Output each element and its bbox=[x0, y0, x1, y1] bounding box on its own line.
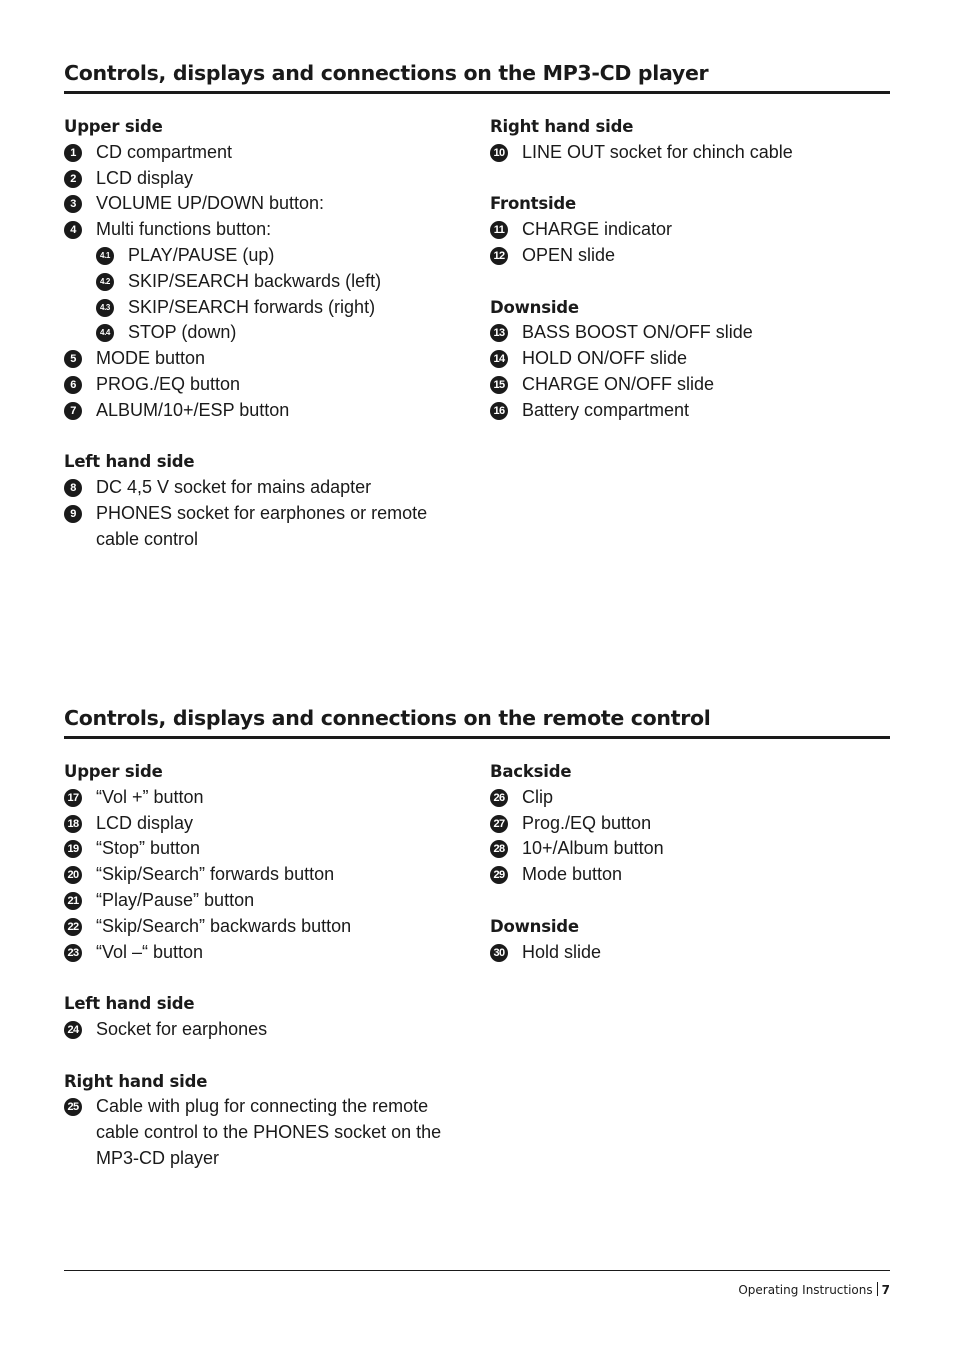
list-item bbox=[490, 398, 890, 424]
number-badge: 25 bbox=[64, 1098, 82, 1116]
item-text: Hold slide bbox=[522, 941, 602, 962]
item-text: CHARGE indicator bbox=[522, 219, 673, 240]
number-badge: 10 bbox=[490, 144, 508, 162]
section-title: Controls, displays and connections on the MP3-CD player bbox=[64, 60, 890, 94]
list-item bbox=[490, 217, 890, 243]
item-text: Clip bbox=[522, 786, 554, 807]
item-text: ALBUM/10+/ESP button bbox=[96, 399, 290, 420]
group-heading: Downside bbox=[490, 297, 579, 317]
item-text: HOLD ON/OFF slide bbox=[522, 348, 688, 369]
list-item bbox=[490, 140, 890, 166]
item-text: 10+/Album button bbox=[522, 838, 664, 859]
number-badge: 28 bbox=[490, 840, 508, 858]
item-text: Multi functions button: bbox=[96, 219, 272, 240]
number-badge: 13 bbox=[490, 324, 508, 342]
group-heading: Right hand side bbox=[64, 1071, 208, 1091]
right-column bbox=[490, 759, 890, 991]
list-item bbox=[64, 243, 464, 269]
list-item bbox=[490, 320, 890, 346]
number-badge: 7 bbox=[64, 402, 82, 420]
list-item bbox=[490, 862, 890, 888]
item-group bbox=[64, 449, 464, 552]
number-badge: 3 bbox=[64, 195, 82, 213]
left-column bbox=[64, 759, 464, 1198]
item-text: “Vol +” button bbox=[96, 786, 204, 807]
number-badge: 9 bbox=[64, 505, 82, 523]
number-badge: 4.2 bbox=[96, 273, 114, 291]
item-text: STOP (down) bbox=[128, 322, 237, 343]
item-text: Socket for earphones bbox=[96, 1018, 268, 1039]
number-badge: 5 bbox=[64, 350, 82, 368]
item-text: DC 4,5 V socket for mains adapter bbox=[96, 477, 372, 498]
item-text: “Stop” button bbox=[96, 838, 201, 859]
number-badge: 4.3 bbox=[96, 299, 114, 317]
group-heading: Frontside bbox=[490, 194, 577, 214]
number-badge: 4.1 bbox=[96, 247, 114, 265]
page-number: 7 bbox=[881, 1283, 890, 1297]
number-badge: 19 bbox=[64, 840, 82, 858]
item-group bbox=[490, 295, 890, 424]
list-item bbox=[64, 346, 464, 372]
number-badge: 14 bbox=[490, 350, 508, 368]
number-badge: 6 bbox=[64, 376, 82, 394]
number-badge: 30 bbox=[490, 944, 508, 962]
section-title: Controls, displays and connections on the remote control bbox=[64, 705, 890, 739]
list-item bbox=[64, 1017, 464, 1043]
number-badge: 26 bbox=[490, 789, 508, 807]
list-item bbox=[64, 940, 464, 966]
footer-label: Operating Instructions bbox=[738, 1283, 873, 1297]
item-text: LCD display bbox=[96, 167, 194, 188]
item-text: “Skip/Search” backwards button bbox=[96, 915, 352, 936]
item-group bbox=[64, 114, 464, 424]
number-badge: 27 bbox=[490, 815, 508, 833]
number-badge: 24 bbox=[64, 1021, 82, 1039]
item-group bbox=[490, 191, 890, 268]
footer-separator bbox=[877, 1282, 878, 1296]
number-badge: 1 bbox=[64, 144, 82, 162]
item-group bbox=[64, 991, 464, 1043]
list-item bbox=[64, 475, 464, 501]
item-group bbox=[490, 759, 890, 888]
item-group bbox=[490, 914, 890, 966]
item-text: PHONES socket for earphones or remote cable control bbox=[96, 502, 428, 549]
list-item bbox=[64, 888, 464, 914]
list-item bbox=[64, 914, 464, 940]
footer-divider bbox=[64, 1270, 890, 1271]
item-text: PLAY/PAUSE (up) bbox=[128, 244, 275, 265]
list-item bbox=[64, 1094, 464, 1171]
item-text: OPEN slide bbox=[522, 244, 616, 265]
number-badge: 12 bbox=[490, 247, 508, 265]
item-text: BASS BOOST ON/OFF slide bbox=[522, 322, 753, 343]
list-item bbox=[64, 811, 464, 837]
list-item bbox=[64, 785, 464, 811]
number-badge: 22 bbox=[64, 918, 82, 936]
item-text: LINE OUT socket for chinch cable bbox=[522, 141, 793, 162]
number-badge: 4.4 bbox=[96, 324, 114, 342]
number-badge: 17 bbox=[64, 789, 82, 807]
list-item bbox=[490, 785, 890, 811]
item-text: VOLUME UP/DOWN button: bbox=[96, 193, 325, 214]
item-text: Mode button bbox=[522, 864, 623, 885]
item-text: Battery compartment bbox=[522, 399, 690, 420]
item-text: SKIP/SEARCH forwards (right) bbox=[128, 296, 376, 317]
group-heading: Downside bbox=[490, 916, 579, 936]
item-text: SKIP/SEARCH backwards (left) bbox=[128, 270, 382, 291]
group-heading: Backside bbox=[490, 762, 572, 781]
list-item bbox=[64, 217, 464, 243]
group-heading: Upper side bbox=[64, 117, 163, 136]
item-text: CD compartment bbox=[96, 141, 233, 162]
number-badge: 20 bbox=[64, 866, 82, 884]
list-item bbox=[64, 836, 464, 862]
item-text: LCD display bbox=[96, 812, 194, 833]
list-item bbox=[64, 398, 464, 424]
number-badge: 16 bbox=[490, 402, 508, 420]
list-item bbox=[490, 940, 890, 966]
list-item bbox=[64, 140, 464, 166]
number-badge: 21 bbox=[64, 892, 82, 910]
list-item bbox=[490, 836, 890, 862]
list-item bbox=[64, 372, 464, 398]
item-text: “Vol –“ button bbox=[96, 941, 204, 962]
number-badge: 2 bbox=[64, 170, 82, 188]
item-group bbox=[64, 759, 464, 965]
number-badge: 29 bbox=[490, 866, 508, 884]
left-column bbox=[64, 114, 464, 578]
item-text: “Skip/Search” forwards button bbox=[96, 864, 335, 885]
item-group bbox=[64, 1069, 464, 1172]
right-column bbox=[490, 114, 890, 449]
group-heading: Left hand side bbox=[64, 994, 195, 1014]
list-item bbox=[490, 243, 890, 269]
list-item bbox=[64, 166, 464, 192]
number-badge: 4 bbox=[64, 221, 82, 239]
list-item bbox=[490, 372, 890, 398]
list-item bbox=[64, 320, 464, 346]
item-text: PROG./EQ button bbox=[96, 373, 241, 394]
item-text: Prog./EQ button bbox=[522, 812, 652, 833]
group-heading: Right hand side bbox=[490, 117, 634, 136]
item-group bbox=[490, 114, 890, 166]
list-item bbox=[64, 862, 464, 888]
number-badge: 11 bbox=[490, 221, 508, 239]
list-item bbox=[64, 295, 464, 321]
item-text: MODE button bbox=[96, 348, 206, 369]
list-item bbox=[64, 269, 464, 295]
section-mp3-cd-player bbox=[64, 60, 890, 549]
item-text: CHARGE ON/OFF slide bbox=[522, 373, 715, 394]
number-badge: 15 bbox=[490, 376, 508, 394]
group-heading: Upper side bbox=[64, 762, 163, 781]
item-text: “Play/Pause” button bbox=[96, 889, 255, 910]
number-badge: 18 bbox=[64, 815, 82, 833]
section-remote-control bbox=[64, 705, 890, 1168]
list-item bbox=[490, 811, 890, 837]
group-heading: Left hand side bbox=[64, 452, 195, 472]
item-text: Cable with plug for connecting the remote cable control to the PHONES socket on the MP3-CD player bbox=[96, 1096, 442, 1168]
page-footer bbox=[738, 1282, 890, 1298]
list-item bbox=[64, 191, 464, 217]
list-item bbox=[64, 501, 464, 553]
number-badge: 8 bbox=[64, 479, 82, 497]
list-item bbox=[490, 346, 890, 372]
number-badge: 23 bbox=[64, 944, 82, 962]
